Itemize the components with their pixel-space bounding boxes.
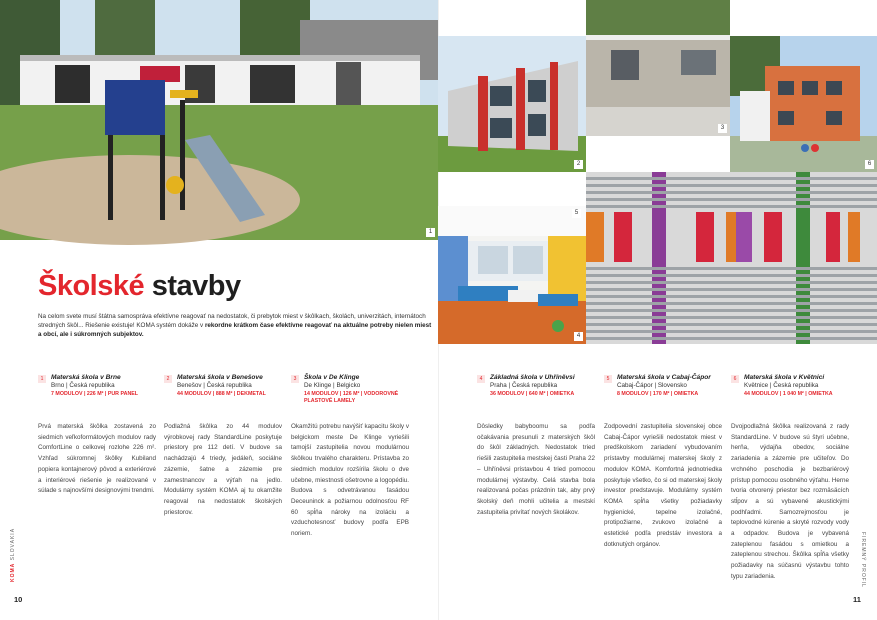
photo-number: 3 (718, 124, 727, 133)
project-location: Brno | Česká republika (51, 382, 115, 389)
photo-number: 2 (574, 160, 583, 169)
intro-bold: rekordne krátkom čase efektívne reagovať na aktuálne potreby nielen miest a obcí, ale i súkromných subjektov. (38, 322, 432, 339)
project-header-5 (604, 374, 722, 398)
project-location: Cabaj-Čápor | Slovensko (617, 382, 687, 389)
project-name: Materská škola v Cabaj-Čápor (617, 374, 711, 381)
project-number: 2 (164, 375, 172, 383)
intro-text: Na celom svete musí štátna samospráva efektívne reagovať na nedostatok, či prebytok miest v škôlkach, školách, univerzitách, internátoch stredných škôl... Riešenie existuje! KOMA systém dokáže v (38, 313, 426, 330)
project-location: Květnice | Česká republika (744, 382, 819, 389)
page-number-right: 11 (853, 595, 861, 604)
project-body-6: Dvojpodlažná škôlka realizovaná z rady StandardLine. V budove sú štyri učebne, herňa, výdajňa obedov, sociálne zariadenia a zázemie pre učiteľov. Do vrchného poschodia je bezbariérový prístup pomocou osobného výťahu. Herne tvoria otvorený priestor bez rozmäsäcích stĺpov a sú vybavené akustickými podhľadmi. Samozrejmosťou je teplovodné kúrenie a skryté rozvody vody a odpadov. Budova je vybavená zateplenou fasádou s omietkou a zateplenou strechou. Škôlka spĺňa všetky požiadavky na súčasnú výstavbu tohto typu zariadenia. (731, 423, 849, 580)
project-header-6 (731, 374, 849, 398)
project-location: De Klinge | Belgicko (304, 382, 361, 389)
title-rest: stavby (151, 270, 241, 302)
project-spec: 44 MODULOV | 1 040 M² | OMIETKA (744, 390, 833, 397)
project-number: 5 (604, 375, 612, 383)
project-body-4: Dôsledky babyboomu sa podľa očakávania presunuli z materských škôl do škôl základných. Nedostatok tried riešili zastupitelia mestskej časti Praha 22 – Uhříněvsi prístavbou 4 tried pomocou modulárnej výstavby. Celá stavba bola realizovaná počas prázdnin tak, aby prvý školský deň mohli učitelia a mestskí zastupitelia privítať nových školákov. (477, 423, 595, 516)
photo-orange-school (730, 36, 877, 172)
project-header-3 (291, 374, 409, 406)
project-body-5: Zodpovední zastupitelia slovenskej obce Cabaj-Čápor vyriešili nedostatok miest v predškolskom zariadení vybudovaním prístavby modulárnej materskej školy z modulov KOMA. Komfortná jednotriedka poskytuje všetko, čo si od materskej školy investor predstavuje. Modulárny systém KOMA spĺňa všetky požiadavky hygienické, tepelne izolačné, protipožiarne, zvukovo izolačné a estetické podľa predstáv investora a dotknutých orgánov. (604, 423, 722, 548)
photo-playground (0, 0, 438, 240)
title-accent: Školské (38, 270, 145, 302)
project-location: Praha | Česká republika (490, 382, 558, 389)
project-spec: 44 MODULOV | 888 M² | DEKMETAL (177, 390, 266, 397)
project-name: Materská škola v Brne (51, 374, 121, 381)
project-spec: 14 MODULOV | 126 M² | VODOROVNÉ PLASTOVÉ LAMELY (304, 390, 399, 404)
project-name: Základná škola v Uhříněvsi (490, 374, 575, 381)
photo-number: 1 (426, 228, 435, 237)
project-spec: 7 MODULOV | 226 M² | PUR PANEL (51, 390, 139, 397)
project-number: 6 (731, 375, 739, 383)
side-brand: KOMA (10, 562, 16, 582)
side-profile: FIREMNÝ PROFIL (860, 532, 866, 588)
project-header-1 (38, 374, 156, 398)
intro-paragraph (38, 312, 433, 340)
side-region: SLOVAKIA (10, 527, 16, 561)
photo-number: 6 (865, 160, 874, 169)
page-title (38, 270, 241, 303)
photo-grey-module (586, 0, 730, 136)
project-spec: 8 MODULOV | 170 M² | OMIETKA (617, 390, 699, 397)
photo-number: 5 (572, 209, 581, 218)
project-number: 4 (477, 375, 485, 383)
project-name: Materská škola v Květnici (744, 374, 825, 381)
page-number-left: 10 (14, 595, 23, 604)
side-label-left (10, 528, 16, 582)
side-label-right (860, 532, 866, 588)
project-body-2: Podlažná škôlka zo 44 modulov výrobkovej rady StandardLine poskytuje priestory pre 112 detí. V budove sa nachádzajú 4 triedy, jedáleň, sociálne zázemie, šatne a zázemie pre zamestnancov a výťah na jedlo. Modulárny systém KOMA aj tu okamžite reagoval na nedostatok školských priestorov. (164, 423, 282, 516)
project-body-1: Prvá materská škôlka zostavená zo siedmich veľkoformátových modulov rady ComfortLine o celkovej rozlohe 226 m². Vzhľad súkromnej škôlky Kubiland popiera kontajnerový pôvod a exteriérové a interiérové riešenie je realizované v súlade s najnovšími designovými trendmi. (38, 423, 156, 495)
project-body-3: Okamžitú potrebu navýšiť kapacitu školy v belgickom meste De Klinge vyriešili tamojší zastupitelia novou modulárnou škôlkou trvalého charakteru. Prístavba zo siedmich modulov rozšírila školu o dve učebne, miestnosti ošetrovne a logopédiu. Budova s odvetrávanou fasádou Deceuninck a požiarnou odolnosťou RF 60 spĺňa nároky na izoláciu a vzduchotesnosť budovy podľa EPB noriem. (291, 423, 409, 538)
photo-colored-facade (574, 172, 877, 344)
photo-number: 4 (574, 332, 583, 341)
project-number: 1 (38, 375, 46, 383)
project-name: Škola v De Klinge (304, 374, 360, 381)
project-header-4 (477, 374, 595, 398)
photo-modular-building-red (438, 36, 586, 172)
project-location: Benešov | Česká republika (177, 382, 252, 389)
project-header-2 (164, 374, 282, 398)
photo-classroom (438, 206, 586, 344)
project-number: 3 (291, 375, 299, 383)
project-name: Materská škola v Benešove (177, 374, 263, 381)
project-spec: 36 MODULOV | 640 M² | OMIETKA (490, 390, 575, 397)
